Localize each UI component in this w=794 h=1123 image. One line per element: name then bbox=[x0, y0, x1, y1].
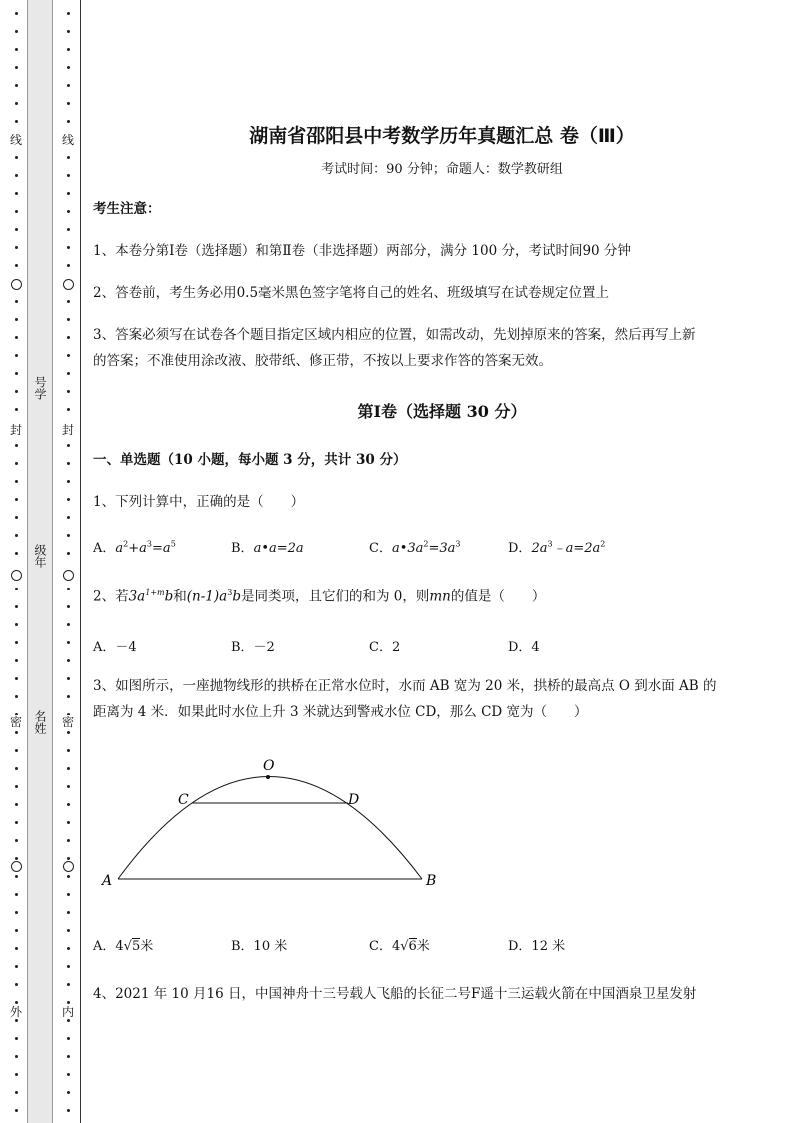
inner-dotted-line bbox=[63, 4, 73, 1119]
question-3-stem: 距离为 4 米．如果此时水位上升 3 米就达到警戒水位 CD，那么 CD 宽为（ ） bbox=[93, 704, 588, 720]
page-title: 湖南省邵阳县中考数学历年真题汇总 卷（Ⅲ） bbox=[249, 125, 635, 147]
inner-circle-mark bbox=[63, 861, 74, 872]
binding-dot bbox=[15, 300, 18, 303]
q3-option-a[interactable]: A．4√5米 bbox=[93, 939, 154, 954]
inner-mark-mi: 密 bbox=[59, 715, 77, 729]
parabola-arch bbox=[118, 777, 422, 880]
binding-dot bbox=[67, 318, 70, 321]
binding-dot bbox=[15, 785, 18, 788]
binding-dot bbox=[67, 1091, 70, 1094]
outer-circle-mark bbox=[11, 861, 22, 872]
binding-dot bbox=[15, 1073, 18, 1076]
binding-line bbox=[80, 0, 81, 1123]
binding-dot bbox=[67, 623, 70, 626]
binding-dot bbox=[67, 66, 70, 69]
binding-dot bbox=[67, 102, 70, 105]
q2-option-d[interactable]: D．4 bbox=[508, 640, 540, 655]
binding-dot bbox=[15, 767, 18, 770]
binding-dot bbox=[15, 102, 18, 105]
binding-margin bbox=[0, 0, 84, 1123]
label-a: A bbox=[102, 873, 113, 889]
binding-dot bbox=[15, 821, 18, 824]
exam-info: 考试时间：90 分钟；命题人：数学教研组 bbox=[321, 162, 563, 177]
binding-dot bbox=[15, 1019, 18, 1022]
binding-dot bbox=[15, 156, 18, 159]
binding-dot bbox=[15, 534, 18, 537]
student-number-label: 号学 bbox=[33, 376, 47, 400]
binding-dot bbox=[15, 552, 18, 555]
binding-dot bbox=[67, 48, 70, 51]
binding-dot bbox=[67, 1073, 70, 1076]
binding-dot bbox=[15, 839, 18, 842]
binding-dot bbox=[67, 390, 70, 393]
outer-mark-xian: 线 bbox=[7, 133, 25, 147]
binding-dot bbox=[67, 1001, 70, 1004]
binding-dot bbox=[67, 929, 70, 932]
arch-bridge-figure bbox=[96, 752, 446, 894]
binding-dot bbox=[67, 480, 70, 483]
binding-dot bbox=[15, 84, 18, 87]
q2-option-a[interactable]: A．－4 bbox=[93, 640, 137, 655]
binding-dot bbox=[15, 120, 18, 123]
binding-dot bbox=[15, 893, 18, 896]
binding-dot bbox=[15, 803, 18, 806]
binding-dot bbox=[67, 516, 70, 519]
binding-dot bbox=[67, 462, 70, 465]
binding-dot bbox=[15, 1091, 18, 1094]
label-o: O bbox=[263, 758, 275, 774]
binding-dot bbox=[67, 192, 70, 195]
binding-dot bbox=[15, 66, 18, 69]
binding-dot bbox=[67, 857, 70, 860]
notice-item: 1、本卷分第Ⅰ卷（选择题）和第Ⅱ卷（非选择题）两部分，满分 100 分，考试时间90 分钟 bbox=[93, 243, 631, 259]
binding-dot bbox=[15, 929, 18, 932]
q3-option-b[interactable]: B．10 米 bbox=[231, 939, 288, 954]
binding-dot bbox=[67, 444, 70, 447]
outer-circle-mark bbox=[11, 570, 22, 581]
binding-dot bbox=[67, 641, 70, 644]
binding-dot bbox=[15, 354, 18, 357]
notice-item: 3、答案必须写在试卷各个题目指定区域内相应的位置，如需改动，先划掉原来的答案，然后再写上新 bbox=[93, 327, 696, 343]
binding-dot bbox=[67, 228, 70, 231]
question-2-stem: 2、若$3a^{1+m}b$和$(n-1)a^3b$是同类项，且它们的和为 0，则mn的值是（ ） bbox=[93, 588, 546, 605]
binding-dot bbox=[67, 893, 70, 896]
binding-dot bbox=[67, 12, 70, 15]
binding-dot bbox=[67, 947, 70, 950]
binding-dot bbox=[15, 444, 18, 447]
label-d: D bbox=[348, 792, 360, 808]
binding-dot bbox=[67, 246, 70, 249]
binding-dot bbox=[15, 480, 18, 483]
binding-dot bbox=[15, 264, 18, 267]
binding-dot bbox=[15, 228, 18, 231]
outer-mark-mi: 密 bbox=[7, 715, 25, 729]
binding-dot bbox=[67, 408, 70, 411]
binding-dot bbox=[67, 372, 70, 375]
binding-dot bbox=[15, 641, 18, 644]
binding-dot bbox=[67, 965, 70, 968]
binding-dot bbox=[67, 659, 70, 662]
binding-dot bbox=[15, 695, 18, 698]
question-1-stem: 1、下列计算中，正确的是（ ） bbox=[93, 494, 305, 510]
binding-dot bbox=[67, 336, 70, 339]
binding-dot bbox=[67, 534, 70, 537]
binding-dot bbox=[67, 983, 70, 986]
binding-dot bbox=[15, 1109, 18, 1112]
inner-circle-mark bbox=[63, 570, 74, 581]
q2-option-b[interactable]: B．－2 bbox=[231, 640, 275, 655]
binding-dot bbox=[15, 911, 18, 914]
binding-dot bbox=[15, 390, 18, 393]
q2-option-c[interactable]: C．2 bbox=[369, 640, 401, 655]
notice-heading: 考生注意： bbox=[93, 201, 161, 217]
binding-dot bbox=[15, 192, 18, 195]
section-title: 第Ⅰ卷（选择题 30 分） bbox=[357, 402, 527, 421]
binding-dot bbox=[15, 1037, 18, 1040]
binding-dot bbox=[67, 695, 70, 698]
binding-dot bbox=[15, 1001, 18, 1004]
binding-dot bbox=[67, 785, 70, 788]
binding-dot bbox=[67, 1109, 70, 1112]
binding-dot bbox=[67, 174, 70, 177]
binding-dot bbox=[15, 965, 18, 968]
binding-dot bbox=[67, 30, 70, 33]
binding-dot bbox=[67, 677, 70, 680]
binding-dot bbox=[67, 1019, 70, 1022]
binding-dot bbox=[67, 803, 70, 806]
inner-mark-xian: 线 bbox=[59, 133, 77, 147]
binding-dot bbox=[15, 749, 18, 752]
binding-dot bbox=[67, 120, 70, 123]
binding-dot bbox=[15, 857, 18, 860]
label-b: B bbox=[426, 873, 437, 889]
question-3-stem: 3、如图所示，一座抛物线形的拱桥在正常水位时，水而 AB 宽为 20 米，拱桥的最高点 O 到水面 AB 的 bbox=[93, 678, 717, 694]
binding-dot bbox=[67, 210, 70, 213]
binding-dot bbox=[15, 246, 18, 249]
binding-dot bbox=[67, 1055, 70, 1058]
binding-dot bbox=[15, 408, 18, 411]
binding-dot bbox=[15, 947, 18, 950]
part-heading: 一、单选题（10 小题，每小题 3 分，共计 30 分） bbox=[93, 452, 407, 468]
binding-dot bbox=[67, 300, 70, 303]
binding-dot bbox=[15, 174, 18, 177]
q1-option-b[interactable]: B．a•a=2a bbox=[231, 541, 304, 556]
binding-dot bbox=[67, 354, 70, 357]
binding-dot bbox=[15, 677, 18, 680]
name-label: 名姓 bbox=[33, 710, 47, 734]
binding-dot bbox=[67, 731, 70, 734]
binding-dot bbox=[15, 1055, 18, 1058]
binding-dot bbox=[67, 552, 70, 555]
binding-dot bbox=[15, 498, 18, 501]
binding-dot bbox=[15, 12, 18, 15]
binding-dot bbox=[67, 264, 70, 267]
q1-option-c[interactable]: C．$a•3a^2=3a^3$ bbox=[369, 539, 461, 556]
q3-option-c[interactable]: C．4√6米 bbox=[369, 939, 430, 954]
binding-dot bbox=[67, 911, 70, 914]
outer-dotted-line bbox=[11, 4, 21, 1119]
grade-label: 级年 bbox=[33, 544, 47, 568]
inner-mark-nei: 内 bbox=[59, 1005, 77, 1019]
binding-dot bbox=[67, 821, 70, 824]
label-c: C bbox=[178, 792, 189, 808]
q1-option-d[interactable]: D．$2a^3﹣a=2a^2$ bbox=[508, 539, 606, 556]
outer-mark-wai: 外 bbox=[7, 1005, 25, 1019]
q1-option-a[interactable]: A．$a^2+a^3=a^5$ bbox=[93, 539, 176, 556]
binding-dot bbox=[67, 498, 70, 501]
question-4-stem: 4、2021 年 10 月16 日，中国神舟十三号载人飞船的长征二号F遥十三运载火箭在中国酒泉卫星发射 bbox=[93, 986, 697, 1002]
inner-mark-feng: 封 bbox=[59, 423, 77, 437]
binding-dot bbox=[15, 336, 18, 339]
outer-circle-mark bbox=[11, 279, 22, 290]
binding-dot bbox=[67, 1037, 70, 1040]
binding-dot bbox=[15, 659, 18, 662]
binding-dot bbox=[15, 605, 18, 608]
binding-dot bbox=[15, 30, 18, 33]
binding-dot bbox=[67, 605, 70, 608]
binding-dot bbox=[67, 749, 70, 752]
vertex-point-o bbox=[266, 775, 270, 779]
binding-dot bbox=[67, 767, 70, 770]
binding-dot bbox=[15, 623, 18, 626]
outer-mark-feng: 封 bbox=[7, 423, 25, 437]
binding-dot bbox=[67, 839, 70, 842]
notice-item: 的答案；不准使用涂改液、胶带纸、修正带，不按以上要求作答的答案无效。 bbox=[93, 353, 552, 369]
q3-option-d[interactable]: D．12 米 bbox=[508, 939, 566, 954]
binding-dot bbox=[67, 156, 70, 159]
binding-dot bbox=[15, 462, 18, 465]
notice-item: 2、答卷前，考生务必用0.5毫米黑色签字笔将自己的姓名、班级填写在试卷规定位置上 bbox=[93, 285, 610, 301]
binding-dot bbox=[67, 588, 70, 591]
binding-dot bbox=[15, 318, 18, 321]
binding-dot bbox=[15, 731, 18, 734]
binding-dot bbox=[15, 210, 18, 213]
binding-dot bbox=[67, 875, 70, 878]
binding-dot bbox=[15, 588, 18, 591]
binding-dot bbox=[15, 48, 18, 51]
binding-dot bbox=[15, 983, 18, 986]
binding-dot bbox=[15, 516, 18, 519]
binding-dot bbox=[15, 875, 18, 878]
inner-circle-mark bbox=[63, 279, 74, 290]
binding-dot bbox=[15, 372, 18, 375]
binding-dot bbox=[67, 84, 70, 87]
